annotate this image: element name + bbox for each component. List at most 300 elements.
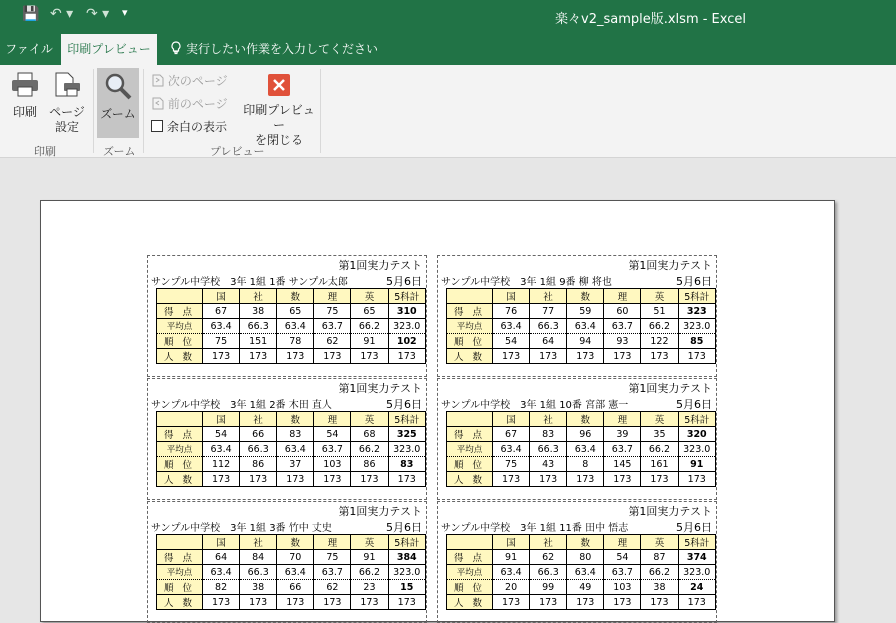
score-cell: 60 (604, 304, 641, 319)
print-preview-area[interactable] (0, 158, 896, 609)
score-cell: 102 (388, 334, 426, 349)
table-row (157, 427, 426, 442)
score-cell: 83 (277, 427, 314, 442)
test-date: 5月6日 (386, 521, 422, 534)
subject-header: 社 (530, 535, 567, 550)
score-cell: 173 (203, 595, 240, 610)
score-cell: 63.4 (493, 442, 530, 457)
header-cell (157, 535, 203, 550)
score-cell: 62 (314, 334, 351, 349)
table-row (157, 334, 426, 349)
score-cell: 66.2 (351, 319, 388, 334)
score-cell: 38 (641, 580, 678, 595)
subject-header: 国 (203, 289, 240, 304)
score-cell: 173 (530, 595, 567, 610)
table-row (157, 457, 426, 472)
subject-header: 理 (314, 289, 351, 304)
score-cell: 310 (388, 304, 426, 319)
subject-header: 社 (240, 412, 277, 427)
subject-header: 5科計 (678, 289, 716, 304)
subject-header: 英 (641, 289, 678, 304)
student-class-name: 3年 1組 11番 田中 悟志 (520, 523, 629, 534)
score-cell: 76 (493, 304, 530, 319)
subject-header: 国 (493, 289, 530, 304)
header-cell (447, 289, 493, 304)
score-cell: 112 (203, 457, 240, 472)
score-cell: 37 (277, 457, 314, 472)
score-cell: 35 (641, 427, 678, 442)
table-row (447, 457, 716, 472)
row-label: 順 位 (157, 580, 203, 595)
zoom-label: ズーム (100, 107, 136, 121)
save-icon[interactable]: 💾 (22, 6, 40, 22)
student-info (151, 396, 422, 411)
subject-header: 社 (530, 289, 567, 304)
subject-header: 英 (641, 535, 678, 550)
row-label: 得 点 (447, 304, 493, 319)
score-cell: 323 (678, 304, 716, 319)
score-cell: 173 (641, 595, 678, 610)
row-label: 平均点 (447, 565, 493, 580)
table-row (157, 550, 426, 565)
score-cell: 75 (203, 334, 240, 349)
score-cell: 63.7 (314, 565, 351, 580)
score-cell: 173 (567, 472, 604, 487)
student-class-name: 3年 1組 1番 サンプル太郎 (230, 277, 348, 288)
page-setup-label-2: 設定 (54, 120, 79, 134)
subject-header: 5科計 (388, 535, 426, 550)
score-cell: 85 (678, 334, 716, 349)
subject-header: 数 (277, 289, 314, 304)
school-name: サンプル中学校 (151, 277, 221, 288)
row-label: 平均点 (157, 442, 203, 457)
subject-header: 5科計 (388, 289, 426, 304)
score-cell: 24 (678, 580, 716, 595)
score-cell: 63.7 (604, 319, 641, 334)
score-cell: 63.4 (277, 442, 314, 457)
next-page-button[interactable] (152, 72, 228, 89)
report-card (437, 378, 717, 500)
header-cell (157, 412, 203, 427)
score-cell: 173 (678, 595, 716, 610)
score-cell: 8 (567, 457, 604, 472)
table-row (157, 442, 426, 457)
row-label: 得 点 (157, 427, 203, 442)
subject-header: 英 (351, 535, 388, 550)
score-cell: 63.4 (277, 565, 314, 580)
score-cell: 173 (493, 349, 530, 364)
checkbox-box[interactable] (151, 120, 163, 132)
score-cell: 323.0 (678, 442, 716, 457)
score-table (446, 411, 716, 487)
school-name: サンプル中学校 (441, 277, 511, 288)
table-row (447, 319, 716, 334)
test-date: 5月6日 (676, 398, 712, 411)
magnifier-icon (103, 71, 133, 101)
score-cell: 122 (641, 334, 678, 349)
group-label-zoom: ズーム (103, 145, 136, 158)
score-cell: 75 (314, 304, 351, 319)
score-cell: 103 (604, 580, 641, 595)
student-class-name: 3年 1組 9番 柳 将也 (520, 277, 612, 288)
score-cell: 49 (567, 580, 604, 595)
score-cell: 173 (277, 349, 314, 364)
test-date: 5月6日 (676, 275, 712, 288)
redo-icon[interactable]: ↷ ▾ (86, 6, 110, 22)
student-info (441, 519, 712, 534)
test-title: 第1回実力テスト (628, 505, 712, 518)
student-info (441, 273, 712, 288)
score-cell: 325 (388, 427, 426, 442)
score-cell: 99 (530, 580, 567, 595)
score-cell: 323.0 (678, 565, 716, 580)
table-row (157, 349, 426, 364)
score-cell: 151 (240, 334, 277, 349)
score-cell: 323.0 (388, 319, 426, 334)
score-table (156, 288, 426, 364)
score-cell: 67 (203, 304, 240, 319)
lightbulb-icon (170, 41, 182, 55)
test-title: 第1回実力テスト (338, 259, 422, 272)
close-icon (267, 73, 291, 97)
score-cell: 66.3 (240, 442, 277, 457)
page-setup-icon (52, 71, 82, 99)
print-label: 印刷 (12, 105, 37, 119)
score-cell: 173 (604, 595, 641, 610)
score-cell: 173 (678, 349, 716, 364)
score-cell: 91 (678, 457, 716, 472)
score-cell: 63.4 (203, 565, 240, 580)
row-label: 平均点 (157, 319, 203, 334)
table-row (447, 442, 716, 457)
test-date: 5月6日 (386, 275, 422, 288)
score-cell: 23 (351, 580, 388, 595)
report-card (147, 378, 427, 500)
show-margins-checkbox[interactable] (151, 118, 227, 135)
report-card (147, 255, 427, 377)
close-label-2: を閉じる (254, 133, 303, 147)
previous-page-button[interactable] (152, 95, 228, 112)
score-cell: 173 (641, 472, 678, 487)
table-row (447, 580, 716, 595)
table-row (447, 304, 716, 319)
score-cell: 173 (567, 595, 604, 610)
next-page-label: 次のページ (167, 74, 228, 88)
score-cell: 38 (240, 580, 277, 595)
row-label: 順 位 (447, 334, 493, 349)
show-margins-label: 余白の表示 (167, 120, 228, 134)
table-row (447, 334, 716, 349)
score-cell: 173 (678, 472, 716, 487)
row-label: 得 点 (157, 550, 203, 565)
row-label: 人 数 (447, 595, 493, 610)
student-class-name: 3年 1組 10番 宮部 憲一 (520, 400, 629, 411)
score-cell: 63.4 (567, 565, 604, 580)
score-cell: 323.0 (678, 319, 716, 334)
test-date: 5月6日 (386, 398, 422, 411)
subject-header: 理 (604, 412, 641, 427)
score-cell: 63.4 (493, 565, 530, 580)
table-row (447, 550, 716, 565)
score-cell: 63.7 (604, 565, 641, 580)
score-cell: 86 (351, 457, 388, 472)
header-cell (157, 289, 203, 304)
score-cell: 173 (351, 349, 388, 364)
score-cell: 65 (351, 304, 388, 319)
school-name: サンプル中学校 (441, 400, 511, 411)
score-cell: 96 (567, 427, 604, 442)
score-cell: 83 (388, 457, 426, 472)
ribbon (0, 65, 896, 158)
score-cell: 66.2 (641, 319, 678, 334)
subject-header: 5科計 (678, 535, 716, 550)
subject-header: 国 (493, 412, 530, 427)
zoom-button[interactable] (97, 68, 139, 138)
row-label: 平均点 (447, 319, 493, 334)
printer-icon (10, 71, 40, 99)
subject-header: 社 (530, 412, 567, 427)
score-cell: 173 (351, 595, 388, 610)
score-cell: 94 (567, 334, 604, 349)
score-cell: 63.4 (493, 319, 530, 334)
customize-qat-icon[interactable]: ▾ (122, 6, 128, 19)
score-cell: 63.7 (314, 442, 351, 457)
score-cell: 20 (493, 580, 530, 595)
subject-header: 社 (240, 289, 277, 304)
score-cell: 66.2 (641, 565, 678, 580)
score-table (446, 288, 716, 364)
score-cell: 43 (530, 457, 567, 472)
subject-header: 英 (351, 412, 388, 427)
subject-header: 数 (567, 289, 604, 304)
previous-page-icon (152, 97, 164, 110)
tab-file[interactable]: ファイル (5, 42, 53, 56)
score-cell: 320 (678, 427, 716, 442)
score-cell: 173 (277, 472, 314, 487)
score-cell: 91 (351, 550, 388, 565)
score-cell: 64 (530, 334, 567, 349)
score-cell: 83 (530, 427, 567, 442)
group-separator (93, 69, 94, 153)
score-table (156, 411, 426, 487)
subject-header: 5科計 (388, 412, 426, 427)
test-title: 第1回実力テスト (628, 382, 712, 395)
table-row (447, 472, 716, 487)
score-cell: 78 (277, 334, 314, 349)
score-cell: 173 (240, 472, 277, 487)
close-label-1: 印刷プレビュー (243, 103, 315, 132)
score-cell: 66.3 (530, 565, 567, 580)
test-title: 第1回実力テスト (338, 382, 422, 395)
score-cell: 374 (678, 550, 716, 565)
score-cell: 82 (203, 580, 240, 595)
score-cell: 173 (493, 595, 530, 610)
score-cell: 173 (314, 472, 351, 487)
table-row (447, 349, 716, 364)
subject-header: 理 (604, 289, 641, 304)
subject-header: 社 (240, 535, 277, 550)
score-cell: 66.2 (351, 565, 388, 580)
subject-header: 数 (277, 535, 314, 550)
score-cell: 91 (351, 334, 388, 349)
row-label: 人 数 (447, 472, 493, 487)
row-label: 得 点 (447, 427, 493, 442)
table-row (157, 319, 426, 334)
score-cell: 68 (351, 427, 388, 442)
score-cell: 384 (388, 550, 426, 565)
score-table (156, 534, 426, 610)
score-cell: 59 (567, 304, 604, 319)
score-cell: 173 (351, 472, 388, 487)
subject-header: 理 (604, 535, 641, 550)
score-cell: 173 (388, 472, 426, 487)
row-label: 順 位 (447, 580, 493, 595)
group-label-preview: プレビュー (210, 145, 265, 158)
score-cell: 66.3 (530, 442, 567, 457)
row-label: 人 数 (447, 349, 493, 364)
row-label: 順 位 (447, 457, 493, 472)
row-label: 人 数 (157, 595, 203, 610)
report-card (147, 501, 427, 623)
student-info (151, 273, 422, 288)
score-cell: 173 (604, 472, 641, 487)
report-card (437, 501, 717, 623)
table-row (157, 304, 426, 319)
ribbon-tabs (0, 34, 896, 65)
score-cell: 173 (388, 595, 426, 610)
page-setup-label-1: ページ (49, 105, 85, 119)
score-cell: 173 (203, 472, 240, 487)
score-table (446, 534, 716, 610)
score-cell: 173 (530, 349, 567, 364)
score-cell: 145 (604, 457, 641, 472)
row-label: 得 点 (447, 550, 493, 565)
score-cell: 75 (314, 550, 351, 565)
score-cell: 62 (530, 550, 567, 565)
subject-header: 5科計 (678, 412, 716, 427)
score-cell: 66.3 (240, 319, 277, 334)
tab-print-preview[interactable]: 印刷プレビュー (61, 34, 157, 65)
subject-header: 英 (351, 289, 388, 304)
subject-header: 国 (493, 535, 530, 550)
score-cell: 86 (240, 457, 277, 472)
group-label-print: 印刷 (34, 145, 56, 158)
score-cell: 173 (604, 349, 641, 364)
window-title: 楽々v2_sample版.xlsm - Excel (555, 12, 746, 27)
score-cell: 173 (314, 595, 351, 610)
score-cell: 173 (530, 472, 567, 487)
score-cell: 173 (493, 472, 530, 487)
page-setup-button[interactable] (48, 71, 86, 135)
score-cell: 54 (604, 550, 641, 565)
row-label: 順 位 (157, 457, 203, 472)
group-separator (143, 69, 144, 153)
header-cell (447, 412, 493, 427)
score-cell: 173 (277, 595, 314, 610)
score-cell: 173 (203, 349, 240, 364)
tell-me-box[interactable] (170, 34, 378, 65)
close-print-preview-button[interactable] (240, 73, 318, 148)
score-cell: 63.4 (203, 319, 240, 334)
score-cell: 54 (314, 427, 351, 442)
score-cell: 173 (240, 595, 277, 610)
table-row (157, 580, 426, 595)
score-cell: 91 (493, 550, 530, 565)
row-label: 得 点 (157, 304, 203, 319)
score-cell: 62 (314, 580, 351, 595)
score-cell: 84 (240, 550, 277, 565)
table-row (447, 565, 716, 580)
print-button[interactable] (6, 71, 44, 120)
score-cell: 161 (641, 457, 678, 472)
score-cell: 173 (314, 349, 351, 364)
score-cell: 70 (277, 550, 314, 565)
row-label: 順 位 (157, 334, 203, 349)
score-cell: 80 (567, 550, 604, 565)
score-cell: 63.7 (314, 319, 351, 334)
score-cell: 103 (314, 457, 351, 472)
test-title: 第1回実力テスト (338, 505, 422, 518)
score-cell: 87 (641, 550, 678, 565)
score-cell: 173 (641, 349, 678, 364)
subject-header: 数 (567, 535, 604, 550)
score-cell: 64 (203, 550, 240, 565)
row-label: 平均点 (157, 565, 203, 580)
score-cell: 93 (604, 334, 641, 349)
score-cell: 39 (604, 427, 641, 442)
score-cell: 38 (240, 304, 277, 319)
student-info (441, 396, 712, 411)
group-separator (320, 69, 321, 153)
score-cell: 63.4 (277, 319, 314, 334)
test-date: 5月6日 (676, 521, 712, 534)
next-page-icon (152, 74, 164, 87)
score-cell: 66.3 (530, 319, 567, 334)
subject-header: 理 (314, 412, 351, 427)
score-cell: 65 (277, 304, 314, 319)
row-label: 人 数 (157, 472, 203, 487)
school-name: サンプル中学校 (441, 523, 511, 534)
test-title: 第1回実力テスト (628, 259, 712, 272)
previous-page-label: 前のページ (167, 97, 228, 111)
school-name: サンプル中学校 (151, 523, 221, 534)
score-cell: 66.2 (641, 442, 678, 457)
school-name: サンプル中学校 (151, 400, 221, 411)
subject-header: 英 (641, 412, 678, 427)
subject-header: 国 (203, 535, 240, 550)
report-card (437, 255, 717, 377)
student-class-name: 3年 1組 2番 木田 直人 (230, 400, 332, 411)
score-cell: 173 (388, 349, 426, 364)
student-class-name: 3年 1組 3番 竹中 丈史 (230, 523, 332, 534)
score-cell: 77 (530, 304, 567, 319)
score-cell: 54 (203, 427, 240, 442)
score-cell: 63.4 (203, 442, 240, 457)
score-cell: 15 (388, 580, 426, 595)
score-cell: 75 (493, 457, 530, 472)
score-cell: 67 (493, 427, 530, 442)
score-cell: 63.7 (604, 442, 641, 457)
table-row (157, 472, 426, 487)
score-cell: 66.2 (351, 442, 388, 457)
title-bar (0, 0, 896, 34)
undo-icon[interactable]: ↶ ▾ (50, 6, 74, 22)
student-info (151, 519, 422, 534)
score-cell: 63.4 (567, 319, 604, 334)
preview-page (40, 200, 835, 622)
subject-header: 理 (314, 535, 351, 550)
score-cell: 63.4 (567, 442, 604, 457)
